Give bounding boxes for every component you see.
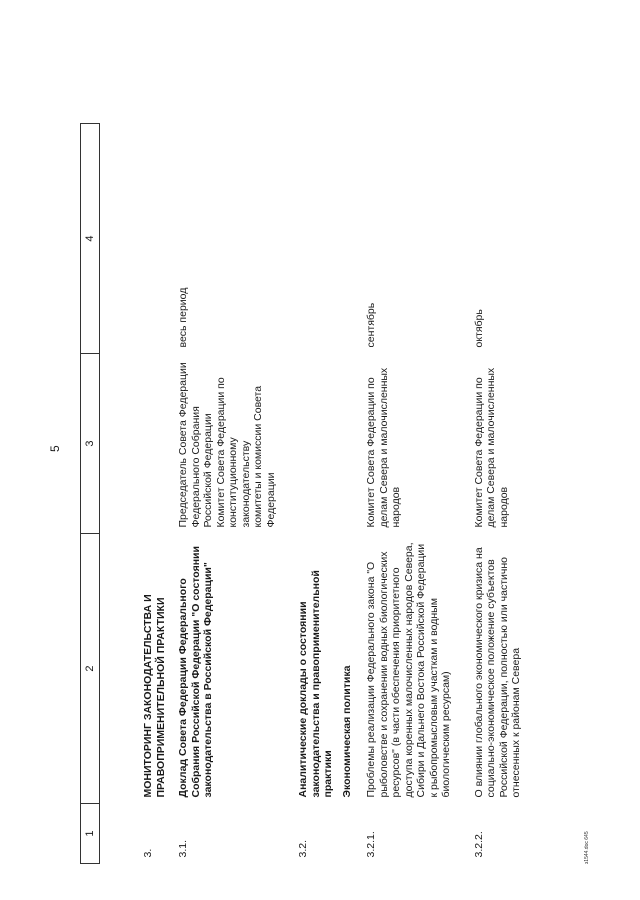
row-term xyxy=(335,124,354,354)
row-number: 3.2.2. xyxy=(472,831,485,858)
table-row xyxy=(335,124,354,864)
row-term xyxy=(277,124,335,354)
table-row xyxy=(167,124,277,864)
row-responsible: Комитет Совета Федерации по делам Севера и малочисленных народов xyxy=(472,367,510,528)
row-responsible xyxy=(277,354,335,534)
row-term: сентябрь xyxy=(365,302,377,348)
row-title: Проблемы реализации Федерального закона "О рыболовстве и сохранении водных биологических ресурсов" (в части обеспечения приоритетного доступа коренных малочисленных народов Севера, Сибири и Дальнего Востока Российской Федерации к рыбопромысловым участкам и водным биологическим ресурсам) xyxy=(365,542,452,798)
row-responsible xyxy=(335,354,354,534)
row-term: октябрь xyxy=(472,309,485,348)
row-number: 3.1. xyxy=(177,839,189,858)
plan-table xyxy=(80,123,523,864)
header-row xyxy=(81,124,100,864)
row-title: МОНИТОРИНГ ЗАКОНОДАТЕЛЬСТВА И ПРАВОПРИМЕНИТЕЛЬНОЙ ПРАКТИКИ xyxy=(142,594,167,798)
table-row xyxy=(453,124,523,864)
row-number: 3.2. xyxy=(297,839,309,858)
section-heading: Экономическая политика xyxy=(340,665,353,798)
header-col-4: 4 xyxy=(81,124,100,354)
row-title: Доклад Совета Федерации Федерального Собрания Российской Федерации "О состоянии законодательства в Российской Федерации" xyxy=(177,546,214,798)
row-responsible: Комитет Совета Федерации по делам Севера и малочисленных народов xyxy=(365,367,402,528)
row-responsible xyxy=(100,354,168,534)
row-number: 3. xyxy=(142,848,154,858)
header-col-1: 1 xyxy=(81,804,100,864)
header-col-3: 3 xyxy=(81,354,100,534)
table-row xyxy=(277,124,335,864)
table-row xyxy=(100,124,168,864)
row-term xyxy=(100,124,168,354)
footer-stamp: ɜ1544.doc 645 xyxy=(584,831,590,864)
header-col-2: 2 xyxy=(81,534,100,804)
row-term: весь период xyxy=(177,287,189,348)
row-responsible: Председатель Совета Федерации Федерального Собрания Российской Федерации Комитет Совета Федерации по конституционному законодательству комитеты и комиссии Совета Федерации xyxy=(177,362,277,528)
row-title: Аналитические доклады о состоянии законодательства и правоприменительной практики xyxy=(297,570,334,798)
table-row xyxy=(353,124,453,864)
page-number: 5 xyxy=(48,445,62,452)
row-number: 3.2.1. xyxy=(365,831,377,858)
row-number xyxy=(335,804,354,864)
document-sheet xyxy=(80,124,610,864)
row-title: О влиянии глобального экономического кризиса на социально-экономическое положение субъектов Российской Федерации, полностью или частично отнесенных к районам Севера xyxy=(472,547,522,798)
